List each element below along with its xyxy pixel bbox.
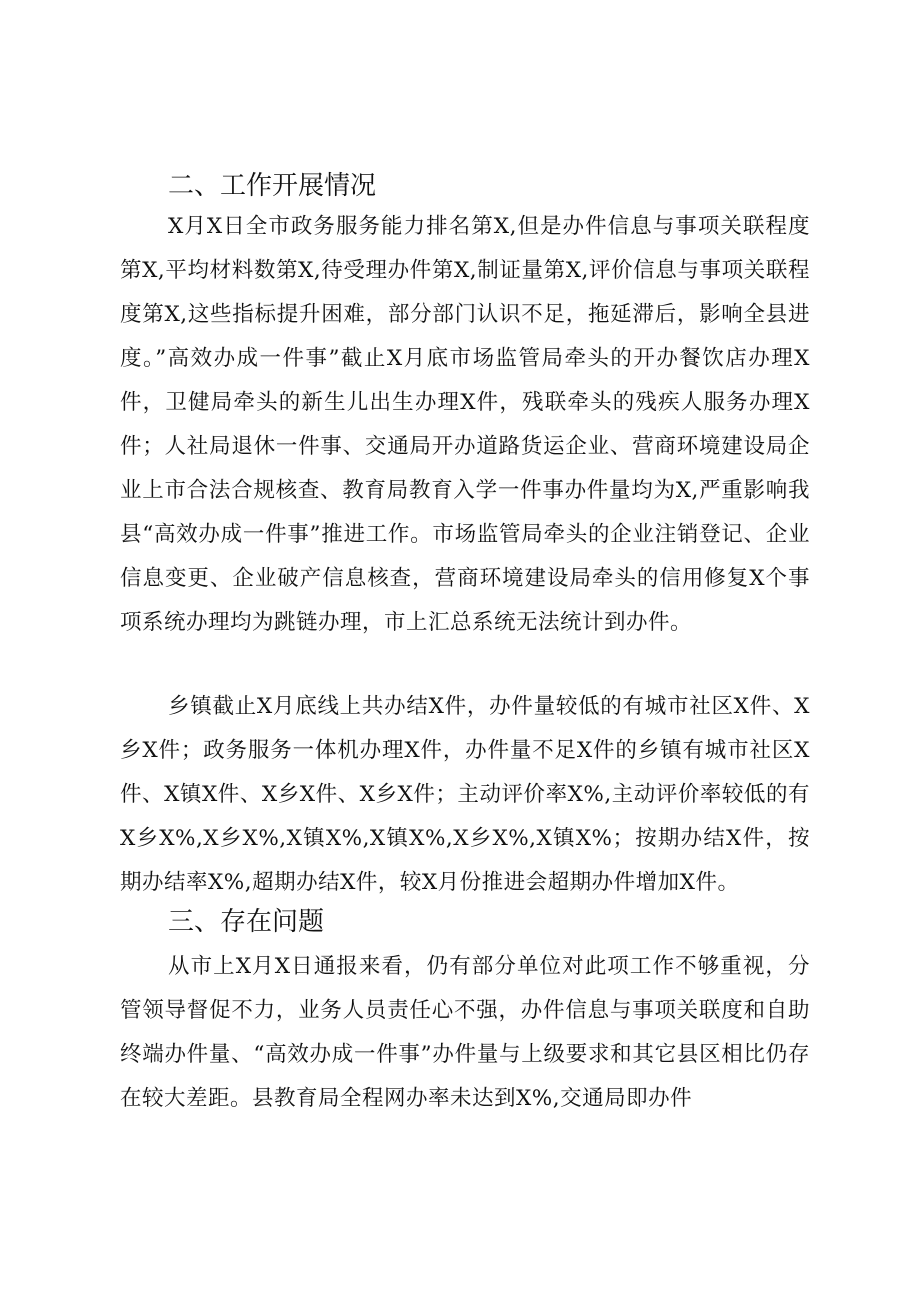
section-heading-work-progress: 二、工作开展情况 bbox=[168, 171, 377, 201]
section-heading-existing-problems: 三、存在问题 bbox=[168, 907, 325, 937]
paragraph-work-progress-2: 乡镇截止X月底线上共办结X件，办件量较低的有城市社区X件、X乡X件；政务服务一体机办理X件，办件量不足X件的乡镇有城市社区X件、X镇X件、X乡X件、X乡X件；主动评价率X%,主动评价率较低的有X乡X%,X乡X%,X镇X%,X镇X%,X乡X%,X镇X%；按期办结X件，按期办结率X%,超期办结X件，较X月份推进会超期办件增加X件。 bbox=[120, 694, 810, 895]
paragraph-work-progress-1: X月X日全市政务服务能力排名第X,但是办件信息与事项关联程度第X,平均材料数第X,待受理办件第X,制证量第X,评价信息与事项关联程度第X,这些指标提升困难，部分部门认识不足，拖延滞后，影响全县进度。”高效办成一件事”截止X月底市场监管局牵头的开办餐饮店办理X件，卫健局牵头的新生儿出生办理X件，残联牵头的残疾人服务办理X件；人社局退休一件事、交通局开办道路货运企业、营商环境建设局企业上市合法合规核查、教育局教育入学一件事办件量均为X,严重影响我县“高效办成一件事”推进工作。市场监管局牵头的企业注销登记、企业信息变更、企业破产信息核查，营商环境建设局牵头的信用修复X个事项系统办理均为跳链办理，市上汇总系统无法统计到办件。 bbox=[120, 214, 810, 635]
paragraph-existing-problems-1: 从市上X月X日通报来看，仍有部分单位对此项工作不够重视，分管领导督促不力，业务人员责任心不强，办件信息与事项关联度和自助终端办件量、“高效办成一件事”办件量与上级要求和其它县区相比仍存在较大差距。县教育局全程网办率未达到X%,交通局即办件 bbox=[120, 954, 810, 1111]
